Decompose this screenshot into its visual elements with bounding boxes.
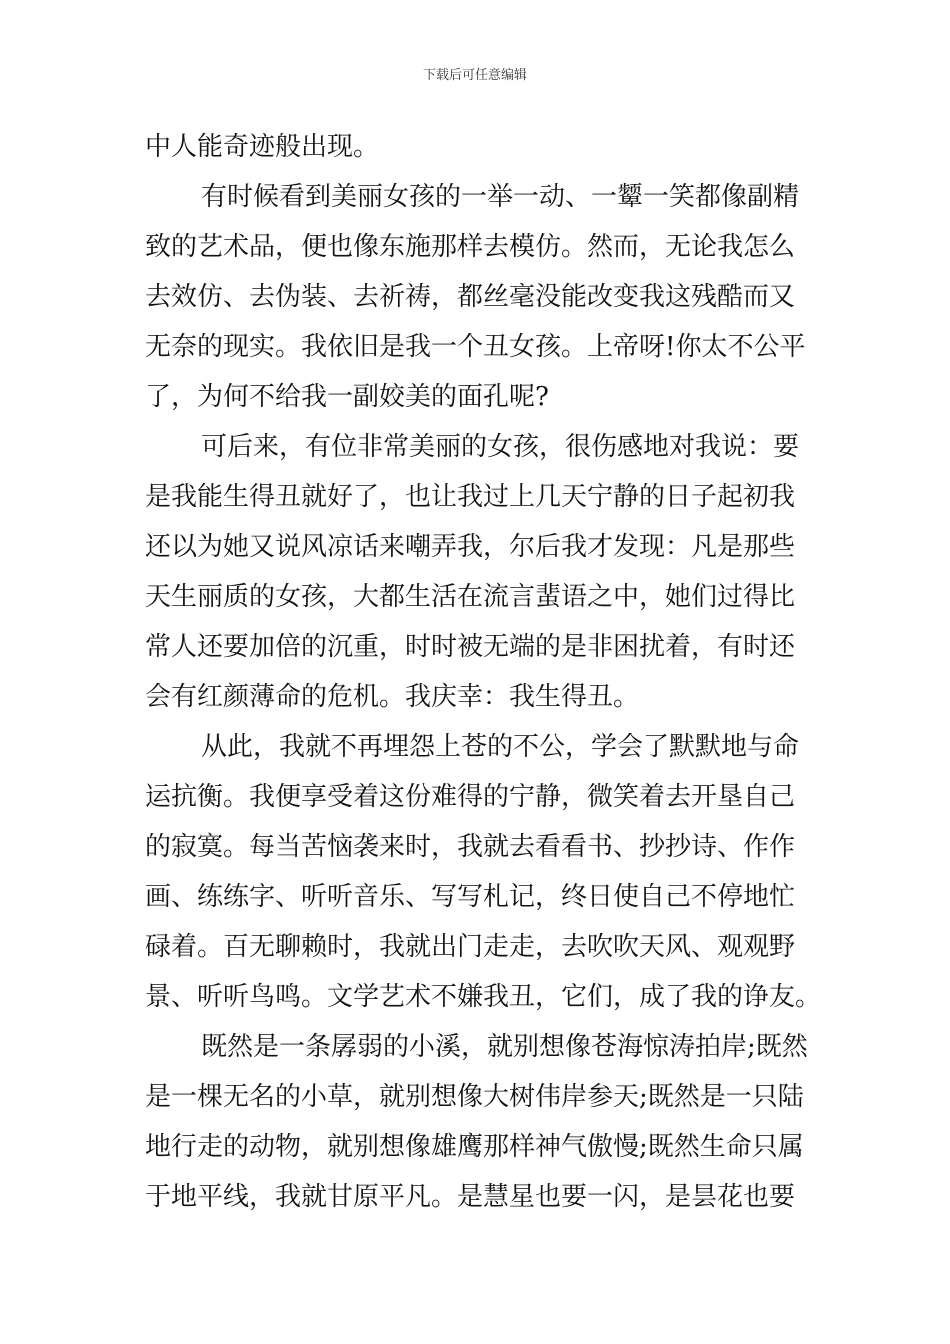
text-line: 从此，我就不再埋怨上苍的不公，学会了默默地与命 bbox=[201, 732, 800, 762]
text-line: 天生丽质的女孩，大都生活在流言蜚语之中，她们过得比 bbox=[145, 582, 796, 612]
text-line: 既然是一条孱弱的小溪，就别想像苍海惊涛拍岸;既然 bbox=[201, 1032, 808, 1062]
text-line: 碌着。百无聊赖时，我就出门走走，去吹吹天风、观观野 bbox=[145, 932, 796, 962]
page-header: 下载后可任意编辑 bbox=[422, 68, 527, 83]
text-line: 的寂寞。每当苦恼袭来时，我就去看看书、抄抄诗、作作 bbox=[145, 832, 796, 862]
text-line: 致的艺术品，便也像东施那样去模仿。然而，无论我怎么 bbox=[145, 232, 796, 262]
text-line: 可后来，有位非常美丽的女孩，很伤感地对我说：要 bbox=[201, 432, 800, 462]
text-line: 于地平线，我就甘原平凡。是慧星也要一闪，是昙花也要 bbox=[145, 1182, 796, 1212]
text-line: 画、练练字、听听音乐、写写札记，终日使自己不停地忙 bbox=[145, 882, 796, 912]
text-line: 还以为她又说风凉话来嘲弄我，尔后我才发现：凡是那些 bbox=[145, 532, 796, 562]
text-line: 景、听听鸟鸣。文学艺术不嫌我丑，它们，成了我的诤友。 bbox=[145, 982, 822, 1012]
text-line: 是一棵无名的小草，就别想像大树伟岸参天;既然是一只陆 bbox=[145, 1082, 804, 1112]
text-line: 去效仿、去伪装、去祈祷，都丝毫没能改变我这残酷而又 bbox=[145, 282, 796, 312]
text-line: 是我能生得丑就好了，也让我过上几天宁静的日子起初我 bbox=[145, 482, 796, 512]
text-line: 会有红颜薄命的危机。我庆幸：我生得丑。 bbox=[145, 682, 640, 712]
text-line: 中人能奇迹般出现。 bbox=[145, 132, 380, 162]
text-line: 运抗衡。我便享受着这份难得的宁静，微笑着去开垦自己 bbox=[145, 782, 796, 812]
text-line: 地行走的动物，就别想像雄鹰那样神气傲慢;既然生命只属 bbox=[145, 1132, 804, 1162]
text-line: 常人还要加倍的沉重，时时被无端的是非困扰着，有时还 bbox=[145, 632, 796, 662]
text-line: 有时候看到美丽女孩的一举一动、一颦一笑都像副精 bbox=[201, 182, 800, 212]
document-body bbox=[145, 122, 822, 1222]
text-line: 了，为何不给我一副姣美的面孔呢? bbox=[145, 382, 549, 412]
text-line: 无奈的现实。我依旧是我一个丑女孩。上帝呀!你太不公平 bbox=[145, 332, 806, 362]
